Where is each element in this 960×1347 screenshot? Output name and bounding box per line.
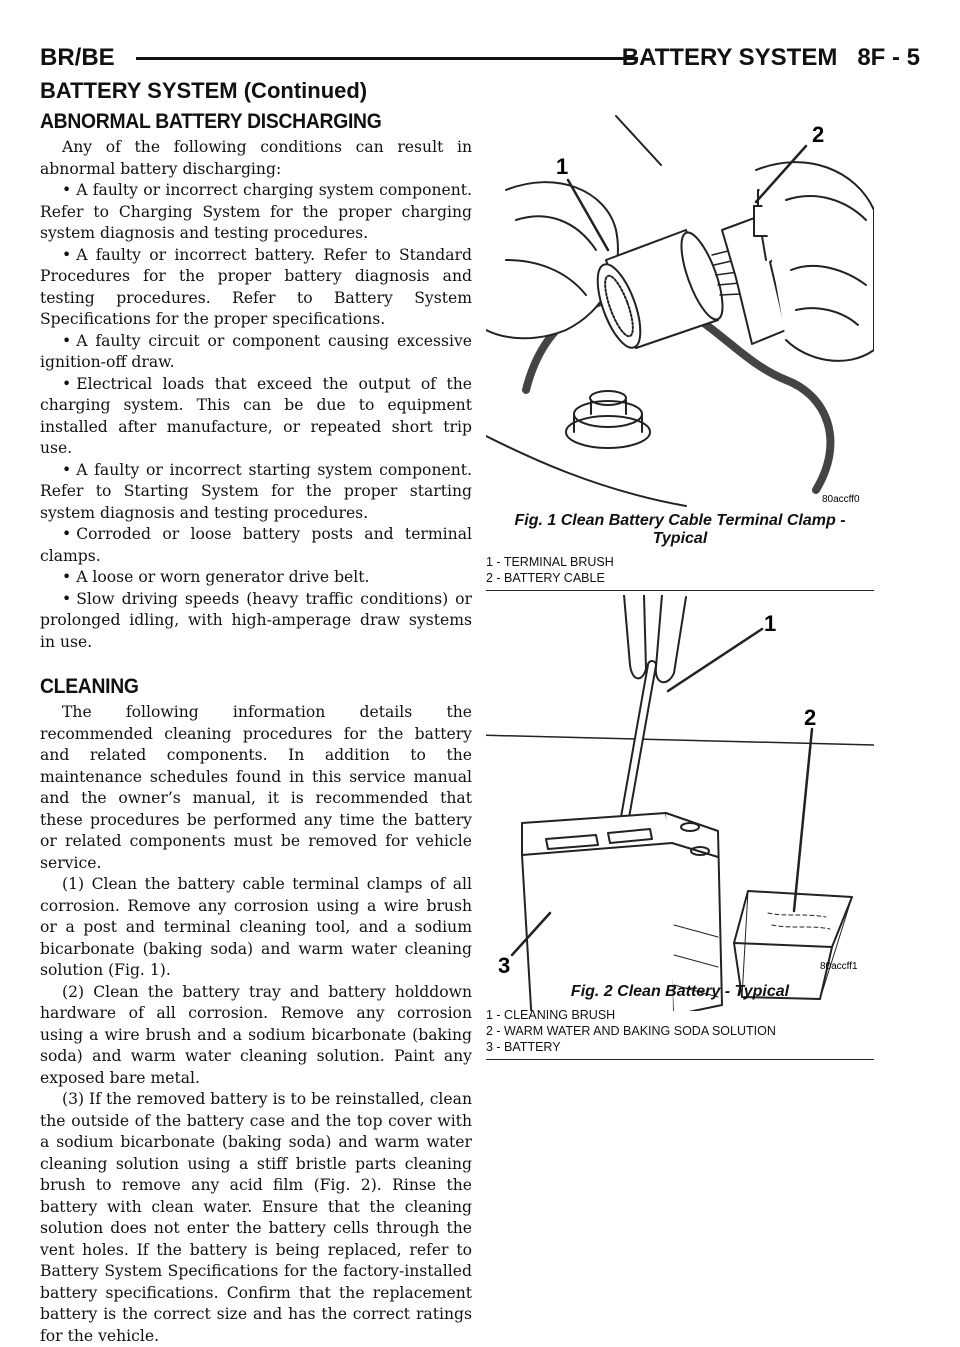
page-number: 8F - 5 xyxy=(857,44,920,71)
cleaning-step-1: (1) Clean the battery cable terminal clamps of all corrosion. Remove any corrosion using a wire brush or a post and terminal cleaning tool, and a sodium bicarbonate (baking soda) and warm water cleaning solution (Fig. 1). xyxy=(40,875,472,979)
list-item: • A faulty circuit or component causing excessive ignition-off draw. xyxy=(40,331,472,371)
figure-1 xyxy=(486,110,874,591)
abnormal-bullet-list xyxy=(40,180,472,653)
fig1-divider xyxy=(486,590,874,591)
section-name: BATTERY SYSTEM xyxy=(621,44,838,71)
header-rule xyxy=(136,57,638,60)
list-item: • Slow driving speeds (heavy traffic conditions) or prolonged idling, with high-amperage draw systems in use. xyxy=(40,589,472,651)
cleaning-step-2: (2) Clean the battery tray and battery holddown hardware of all corrosion. Remove any corrosion using a wire brush and a sodium bicarbonate (baking soda) and warm water cleaning solution. Paint any exposed bare metal. xyxy=(40,982,472,1087)
legend-item: 1 - CLEANING BRUSH xyxy=(486,1008,616,1022)
battery-cleaning-illustration xyxy=(486,595,874,1011)
abnormal-heading: ABNORMAL BATTERY DISCHARGING xyxy=(40,110,382,133)
fig2-callout-1: 1 xyxy=(764,611,777,636)
cleaning-step-3: (3) If the removed battery is to be reinstalled, clean the outside of the battery case and the top cover with a sodium bicarbonate (baking soda) and warm water cleaning solution using a stiff bristle parts cleaning brush to remove any acid film (Fig. 2). Rinse the battery with clean water. Ensure that the cleaning solution does not enter the battery cells through the vent holes. If the battery is being replaced, refer to Battery System Specifications for the factory-installed battery specifications. Confirm that the replacement battery is the correct size and has the correct ratings for the vehicle. xyxy=(40,1090,472,1345)
list-item: • Electrical loads that exceed the output of the charging system. This can be due to equipment installed after manufacture, or repeated short trip use. xyxy=(40,374,472,457)
fig1-callout-2: 2 xyxy=(812,122,825,147)
fig1-code: 80accff0 xyxy=(822,494,860,505)
list-item: • A loose or worn generator drive belt. xyxy=(62,568,370,586)
list-item: • A faulty or incorrect starting system component. Refer to Starting System for the proper starting system diagnosis and testing procedures. xyxy=(40,460,472,522)
page-header xyxy=(40,40,920,80)
fig2-caption: Fig. 2 Clean Battery - Typical xyxy=(570,983,790,1000)
text-column xyxy=(40,110,472,1347)
legend-item: 2 - BATTERY CABLE xyxy=(486,571,605,585)
figure-2 xyxy=(486,595,874,1060)
legend-item: 1 - TERMINAL BRUSH xyxy=(486,555,614,569)
fig2-legend xyxy=(486,1007,874,1055)
abnormal-intro: Any of the following conditions can result in abnormal battery discharging: xyxy=(40,138,472,178)
cleaning-heading: CLEANING xyxy=(40,675,139,698)
list-item: • A faulty or incorrect battery. Refer to Standard Procedures for the proper battery diagnosis and testing procedures. Refer to Battery System Specifications for the proper specifications. xyxy=(40,245,472,328)
header-right xyxy=(602,44,920,72)
fig1-caption: Fig. 1 Clean Battery Cable Terminal Clamp - Typical xyxy=(514,512,846,547)
model-code: BR/BE xyxy=(40,44,115,71)
fig2-callout-3: 3 xyxy=(498,953,511,978)
fig1-callout-1: 1 xyxy=(556,154,569,179)
continued-title: BATTERY SYSTEM (Continued) xyxy=(40,78,368,103)
terminal-brush-illustration xyxy=(486,110,874,510)
list-item: • A faulty or incorrect charging system component. Refer to Charging System for the proper charging system diagnosis and testing procedures. xyxy=(40,181,472,242)
legend-item: 3 - BATTERY xyxy=(486,1040,561,1054)
figure-column xyxy=(486,110,874,1060)
legend-item: 2 - WARM WATER AND BAKING SODA SOLUTION xyxy=(486,1024,776,1038)
cleaning-paragraph: The following information details the recommended cleaning procedures for the battery and related components. In addition to the maintenance schedules found in this service manual and the owner’s manual, it is recommended that these procedures be performed any time the battery or related components must be removed for vehicle service. xyxy=(40,703,472,872)
list-item: • Corroded or loose battery posts and terminal clamps. xyxy=(40,525,472,565)
fig1-legend xyxy=(486,554,874,586)
fig2-divider xyxy=(486,1059,874,1060)
fig2-callout-2: 2 xyxy=(804,705,817,730)
fig2-code: 80accff1 xyxy=(820,961,858,972)
